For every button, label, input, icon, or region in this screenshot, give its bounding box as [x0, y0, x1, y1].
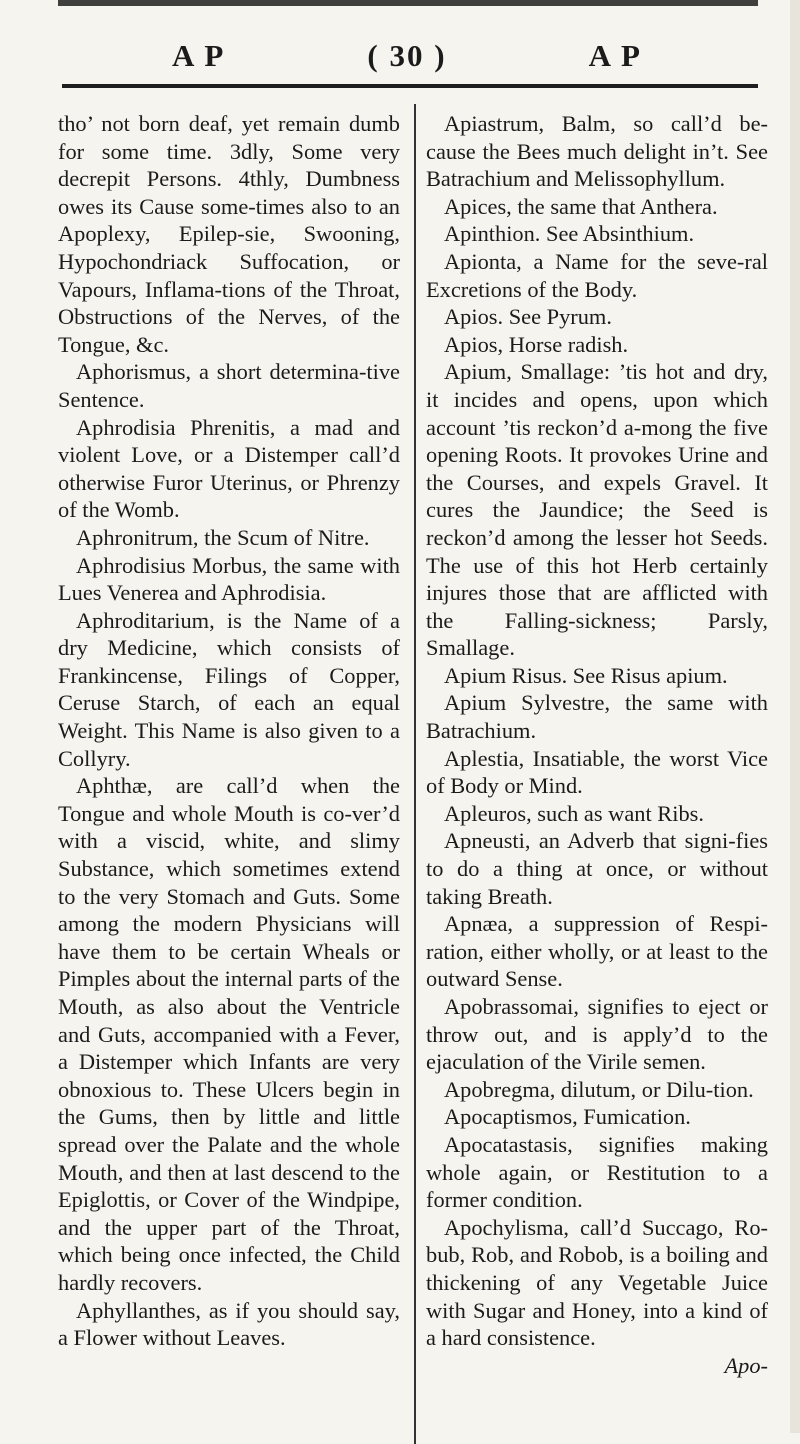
right-column: [426, 110, 768, 1379]
right-entry: Apium, Smallage: ’tis hot and dry, it incides and opens, upon which account ’tis reckon’d a-mong the five opening Roots. It provokes Urine and the Courses, and expels Gravel. It cures the Jaundice; the Seed is reckon’d among the lesser hot Seeds. The use of this hot Herb certainly injures those that are afflicted with the Falling-sickness; Parsly, Smallage.: [426, 359, 768, 661]
right-entry: Apium Sylvestre, the same with Batrachium.: [426, 690, 768, 744]
left-entry: Aphronitrum, the Scum of Nitre.: [76, 524, 370, 550]
right-entry: Apices, the same that Anthera.: [444, 193, 718, 219]
right-entry: Aplestia, Insatiable, the worst Vice of Body or Mind.: [426, 745, 768, 799]
page-number: ( 30 ): [367, 38, 447, 73]
right-entry: Apiastrum, Balm, so call’d be-cause the Bees much delight in’t. See Batrachium and Melissophyllum.: [426, 111, 768, 192]
header-rule: [62, 84, 758, 88]
right-entry: Apios. See Pyrum.: [444, 304, 612, 330]
right-entry: Apionta, a Name for the seve-ral Excretions of the Body.: [426, 248, 768, 302]
left-entry: Aphyllanthes, as if you should say, a Flower without Leaves.: [58, 1297, 400, 1351]
left-entry: Aphthæ, are call’d when the Tongue and whole Mouth is co-ver’d with a viscid, white, and slimy Substance, which sometimes extend to the very Stomach and Guts. Some among the modern Physicians will have them to be certain Wheals or Pimples about the internal parts of the Mouth, as also about the Ventricle and Guts, accompanied with a Fever, a Distemper which Infants are very obnoxious to. These Ulcers begin in the Gums, then by little and little spread over the Palate and the whole Mouth, and then at last descend to the Epiglottis, or Cover of the Windpipe, and the upper part of the Throat, which being once infected, the Child hardly recovers.: [58, 773, 400, 1295]
page-edge: [790, 0, 800, 1433]
right-entry: Apnæa, a suppression of Respi-ration, either wholly, or at least to the outward Sense.: [426, 911, 768, 992]
right-entry: Apleuros, such as want Ribs.: [444, 800, 704, 826]
right-entry: Apinthion. See Absinthium.: [444, 221, 695, 247]
right-entry: Apocatastasis, signifies making whole again, or Restitution to a former condition.: [426, 1131, 768, 1213]
top-border-rule: [58, 0, 758, 6]
left-entry: Aphrodisius Morbus, the same with Lues Venerea and Aphrodisia.: [58, 552, 400, 606]
left-entry: Aphroditarium, is the Name of a dry Medicine, which consists of Frankincense, Filings of Copper, Ceruse Starch, of each an equal Weight. This Name is also given to a Collyry.: [58, 607, 400, 771]
catchword: Apo-: [724, 1352, 768, 1378]
column-divider: [414, 104, 416, 1444]
right-entry: Apobregma, dilutum, or Dilu-tion.: [444, 1076, 754, 1102]
left-entry: Aphorismus, a short determina-tive Sentence.: [58, 359, 400, 412]
right-entry: Apneusti, an Adverb that signi-fies to do a thing at once, or without taking Breath.: [426, 828, 768, 909]
right-entry: Apocaptismos, Fumication.: [444, 1104, 691, 1130]
left-column: [58, 110, 400, 1352]
header-left: A P: [172, 38, 226, 73]
right-entry: Apobrassomai, signifies to eject or throw out, and is apply’d to the ejaculation of the Virile semen.: [426, 994, 768, 1075]
header-right: A P: [588, 38, 642, 73]
right-entry: Apios, Horse radish.: [444, 331, 629, 357]
right-entry: Apium Risus. See Risus apium.: [444, 662, 728, 688]
left-entry: Aphrodisia Phrenitis, a mad and violent Love, or a Distemper call’d otherwise Furor Uterinus, or Phrenzy of the Womb.: [58, 414, 400, 523]
page-header: [172, 36, 642, 76]
left-entry: tho’ not born deaf, yet remain dumb for some time. 3dly, Some very decrepit Persons. 4thly, Dumbness owes its Cause some-times also to an Apoplexy, Epilep-sie, Swooning, Hypochondriack Suffocation, or Vapours, Inflama-tions of the Throat, Obstructions of the Nerves, of the Tongue, &c.: [58, 111, 400, 357]
right-entry: Apochylisma, call’d Succago, Ro-bub, Rob, and Robob, is a boiling and thickening of any Vegetable Juice with Sugar and Honey, into a kind of a hard consistence.: [426, 1214, 768, 1351]
